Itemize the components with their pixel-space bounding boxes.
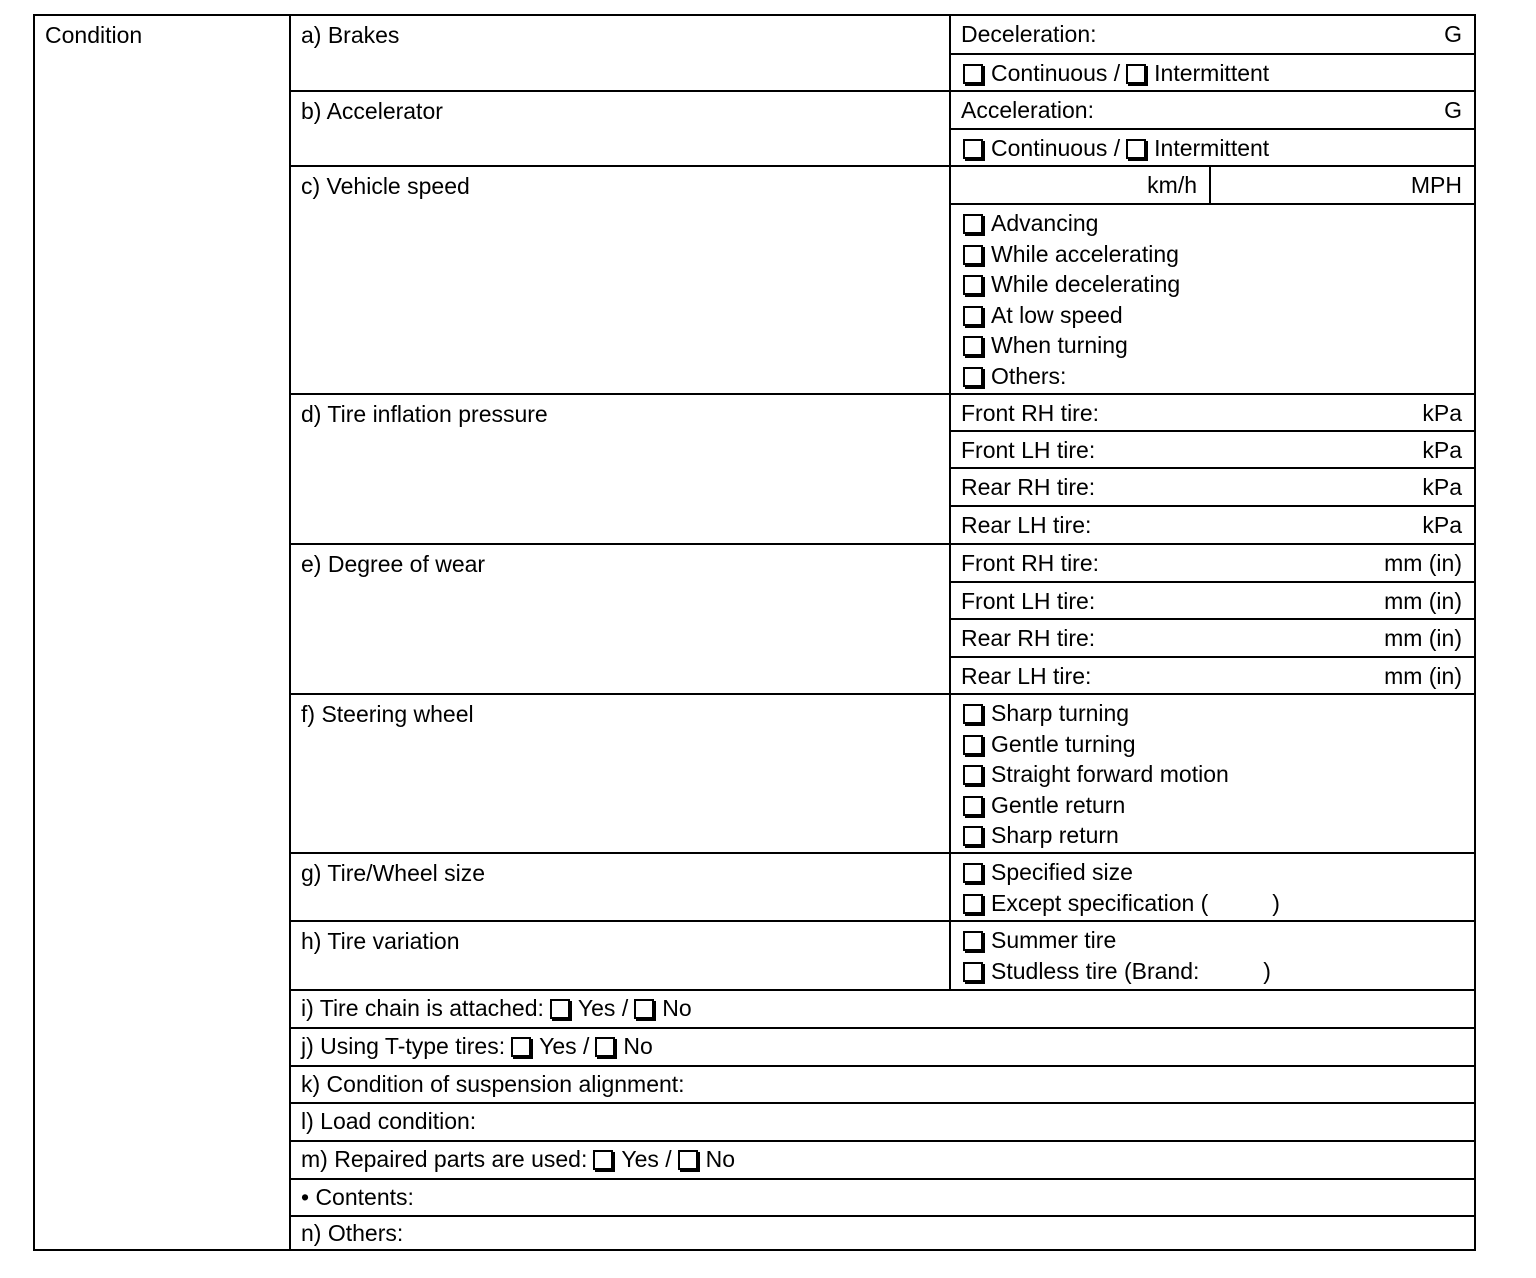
row-n [291, 1217, 1474, 1249]
condition-cell [35, 16, 290, 1249]
checkbox[interactable] [963, 306, 983, 326]
row-k-label: k) Condition of suspension alignment: [301, 1071, 685, 1097]
row-d-label: d) Tire inflation pressure [301, 401, 548, 427]
row-a-mode-cell [951, 55, 1474, 90]
contents-label: • Contents: [301, 1184, 414, 1210]
row-h-label: h) Tire variation [301, 928, 460, 954]
condition-label: Condition [45, 22, 143, 48]
no-checkbox[interactable] [678, 1150, 698, 1170]
row-g-label: g) Tire/Wheel size [301, 860, 486, 886]
row-n-label: n) Others: [301, 1220, 404, 1246]
steering-option[interactable]: Gentle return [963, 790, 1229, 821]
kmh-unit: km/h [1147, 172, 1197, 198]
speed-option[interactable]: At low speed [963, 300, 1180, 331]
checkbox[interactable] [963, 796, 983, 816]
pressure-row: Front RH tire: kPa [961, 400, 1462, 426]
speed-option[interactable]: While decelerating [963, 269, 1180, 300]
acceleration-unit: G [1444, 97, 1462, 123]
speed-mph-cell [1211, 167, 1474, 203]
row-c-label: c) Vehicle speed [301, 173, 470, 199]
speed-option[interactable]: When turning [963, 330, 1180, 361]
checkbox[interactable] [963, 245, 983, 265]
row-k [291, 1067, 1474, 1102]
row-i-label: i) Tire chain is attached: [301, 995, 544, 1021]
checkbox[interactable] [963, 704, 983, 724]
wear-row: Rear RH tire: mm (in) [961, 625, 1462, 651]
wear-row: Front RH tire: mm (in) [961, 550, 1462, 576]
row-contents [291, 1180, 1474, 1215]
row-b-label-cell [291, 92, 949, 165]
row-m-label: m) Repaired parts are used: [301, 1146, 588, 1172]
wear-row: Rear LH tire: mm (in) [961, 663, 1462, 689]
checkbox[interactable] [963, 367, 983, 387]
no-checkbox[interactable] [595, 1037, 615, 1057]
continuous-label: Continuous / [991, 135, 1121, 161]
pressure-row: Rear LH tire: kPa [961, 512, 1462, 538]
tire-variation-option[interactable]: Summer tire [963, 925, 1271, 956]
row-h-options-cell [951, 922, 1474, 989]
steering-option[interactable]: Sharp turning [963, 698, 1229, 729]
pressure-row: Front LH tire: kPa [961, 437, 1462, 463]
row-h-label-cell [291, 922, 949, 989]
mph-unit: MPH [1410, 172, 1462, 198]
speed-option[interactable]: Advancing [963, 208, 1180, 239]
checkbox[interactable] [963, 336, 983, 356]
row-l-label: l) Load condition: [301, 1108, 477, 1134]
row-c-options-cell [951, 205, 1474, 393]
checkbox[interactable] [963, 931, 983, 951]
intermittent-label: Intermittent [1154, 135, 1270, 161]
row-g-options-cell [951, 854, 1474, 920]
checkbox[interactable] [963, 765, 983, 785]
row-b-label: b) Accelerator [301, 98, 443, 124]
pressure-row: Rear RH tire: kPa [961, 474, 1462, 500]
continuous-label: Continuous / [991, 60, 1121, 86]
checkbox[interactable] [963, 894, 983, 914]
row-a-measure-cell [951, 16, 1474, 53]
deceleration-label: Deceleration: [961, 21, 1097, 47]
checkbox[interactable] [963, 735, 983, 755]
row-d-label-cell [291, 395, 949, 543]
speed-kmh-cell [951, 167, 1209, 203]
checkbox[interactable] [963, 275, 983, 295]
size-option[interactable]: Except specification ( ) [963, 888, 1280, 919]
row-f-label: f) Steering wheel [301, 701, 474, 727]
checkbox[interactable] [963, 863, 983, 883]
steering-option[interactable]: Sharp return [963, 820, 1229, 851]
row-b-mode-cell [951, 130, 1474, 165]
steering-option[interactable]: Straight forward motion [963, 759, 1229, 790]
checkbox[interactable] [963, 962, 983, 982]
intermittent-checkbox[interactable] [1126, 64, 1146, 84]
steering-option[interactable]: Gentle turning [963, 729, 1229, 760]
continuous-checkbox[interactable] [963, 64, 983, 84]
intermittent-checkbox[interactable] [1126, 139, 1146, 159]
checkbox[interactable] [963, 214, 983, 234]
row-a-label: a) Brakes [301, 22, 400, 48]
row-f-label-cell [291, 695, 949, 852]
row-m: m) Repaired parts are used: Yes / No [301, 1146, 736, 1172]
row-a-label-cell [291, 16, 949, 90]
speed-option[interactable]: Others: [963, 361, 1180, 392]
row-j-label: j) Using T-type tires: [301, 1033, 506, 1059]
deceleration-unit: G [1444, 21, 1462, 47]
intermittent-label: Intermittent [1154, 60, 1270, 86]
acceleration-label: Acceleration: [961, 97, 1094, 123]
checkbox[interactable] [963, 826, 983, 846]
row-g-label-cell [291, 854, 949, 920]
yes-checkbox[interactable] [511, 1037, 531, 1057]
row-f-options-cell [951, 695, 1474, 852]
wear-row: Front LH tire: mm (in) [961, 588, 1462, 614]
size-option[interactable]: Specified size [963, 857, 1280, 888]
row-e-label-cell [291, 545, 949, 693]
row-l [291, 1104, 1474, 1140]
tire-variation-option[interactable]: Studless tire (Brand: ) [963, 956, 1271, 987]
condition-form [33, 14, 1476, 1251]
row-b-measure-cell [951, 92, 1474, 128]
speed-option[interactable]: While accelerating [963, 239, 1180, 270]
yes-checkbox[interactable] [593, 1150, 613, 1170]
row-j: j) Using T-type tires: Yes / No [301, 1033, 653, 1059]
row-c-label-cell [291, 167, 949, 393]
continuous-checkbox[interactable] [963, 139, 983, 159]
row-e-label: e) Degree of wear [301, 551, 486, 577]
no-checkbox[interactable] [634, 999, 654, 1019]
row-i: i) Tire chain is attached: Yes / No [301, 995, 692, 1021]
yes-checkbox[interactable] [550, 999, 570, 1019]
